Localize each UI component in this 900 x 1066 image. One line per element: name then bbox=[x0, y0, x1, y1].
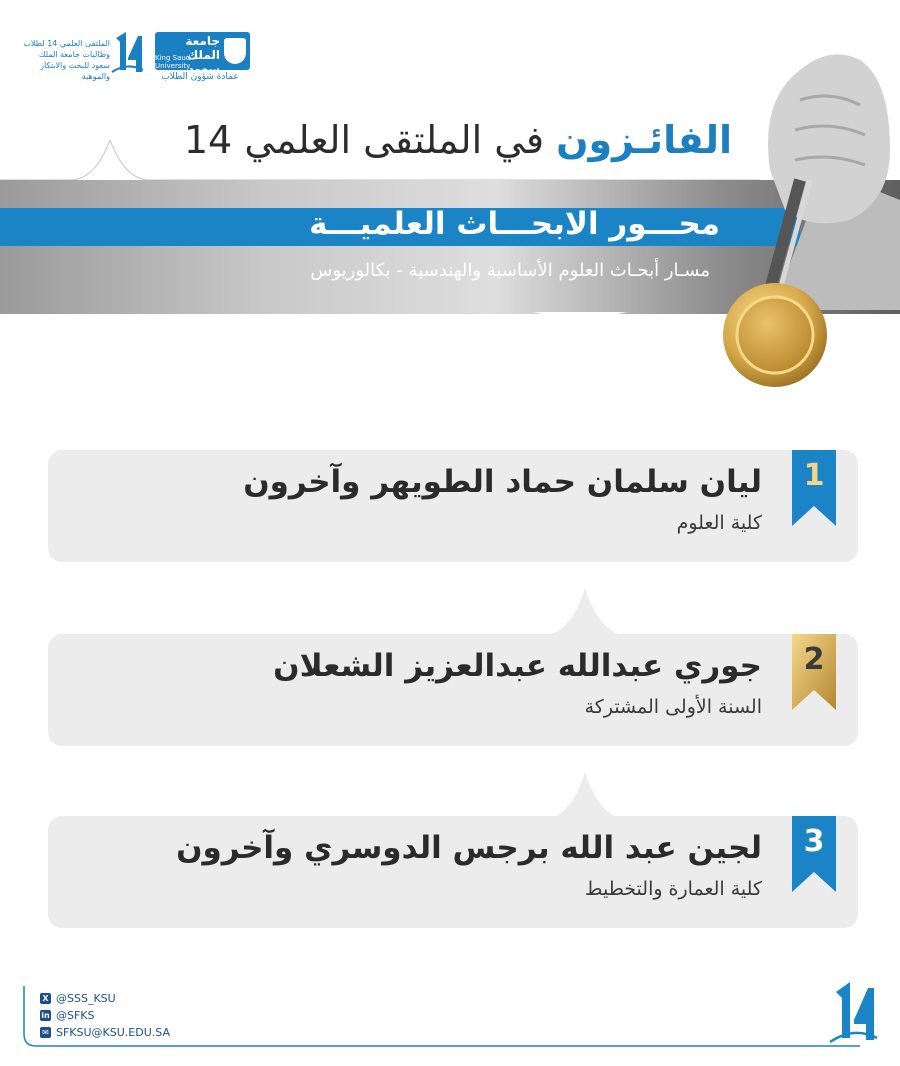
social-x[interactable] bbox=[40, 992, 116, 1005]
ksu-name-en: King Saud University bbox=[155, 54, 191, 70]
winner-college: السنة الأولى المشتركة bbox=[584, 696, 762, 718]
winner-college: كلية العمارة والتخطيط bbox=[584, 878, 762, 900]
linkedin-icon: in bbox=[41, 1011, 50, 1020]
card-notch bbox=[540, 772, 630, 820]
forum-14-logo-icon bbox=[110, 30, 144, 74]
header-logos bbox=[20, 24, 240, 84]
winner-card-3 bbox=[48, 816, 858, 928]
winner-college: كلية العلوم bbox=[676, 512, 762, 534]
axis-title: محـــور الابحـــاث العلميـــة bbox=[309, 206, 720, 242]
rank-number: 2 bbox=[803, 642, 825, 677]
ksu-name-ar: جامعة الملك سعود bbox=[185, 34, 220, 76]
winner-name: ليان سلمان حماد الطويهر وآخرون bbox=[243, 464, 762, 500]
x-handle: @SSS_KSU bbox=[56, 992, 116, 1005]
title-rest: في الملتقى العلمي 14 bbox=[183, 118, 557, 162]
banner-notch bbox=[530, 312, 630, 364]
linkedin-handle: @SFKS bbox=[56, 1009, 95, 1022]
email-icon: ✉ bbox=[40, 1027, 51, 1038]
track-subtitle: مسـار أبحـاث العلوم الأساسية والهندسية - بكالوريوس bbox=[310, 260, 710, 281]
winner-card-2 bbox=[48, 634, 858, 746]
deanship-label: عمادة شؤون الطلاب bbox=[161, 72, 239, 82]
card-notch bbox=[540, 588, 630, 636]
ksu-crest-icon bbox=[224, 38, 246, 64]
rank-number: 1 bbox=[803, 458, 825, 493]
social-email[interactable] bbox=[40, 1026, 170, 1039]
email-address: SFKSU@KSU.EDU.SA bbox=[56, 1026, 170, 1039]
rank-number: 3 bbox=[803, 824, 825, 859]
x-icon: X bbox=[40, 993, 51, 1004]
title-accent: الفائـزون bbox=[556, 118, 732, 162]
forum-logo-text: الملتقى العلمي 14 لطلاب وطالبات جامعة الملك سعود للبحث والابتكار والموهبة bbox=[23, 39, 110, 81]
winner-card-1 bbox=[48, 450, 858, 562]
ksu-logo bbox=[155, 32, 250, 76]
footer-14-logo-icon bbox=[828, 980, 878, 1044]
winner-name: جوري عبدالله عبدالعزيز الشعلان bbox=[273, 648, 762, 684]
winner-name: لجين عبد الله برجس الدوسري وآخرون bbox=[176, 830, 762, 866]
gold-medal-icon bbox=[720, 280, 830, 390]
social-linkedin[interactable] bbox=[40, 1009, 95, 1022]
fist-illustration bbox=[740, 40, 900, 310]
